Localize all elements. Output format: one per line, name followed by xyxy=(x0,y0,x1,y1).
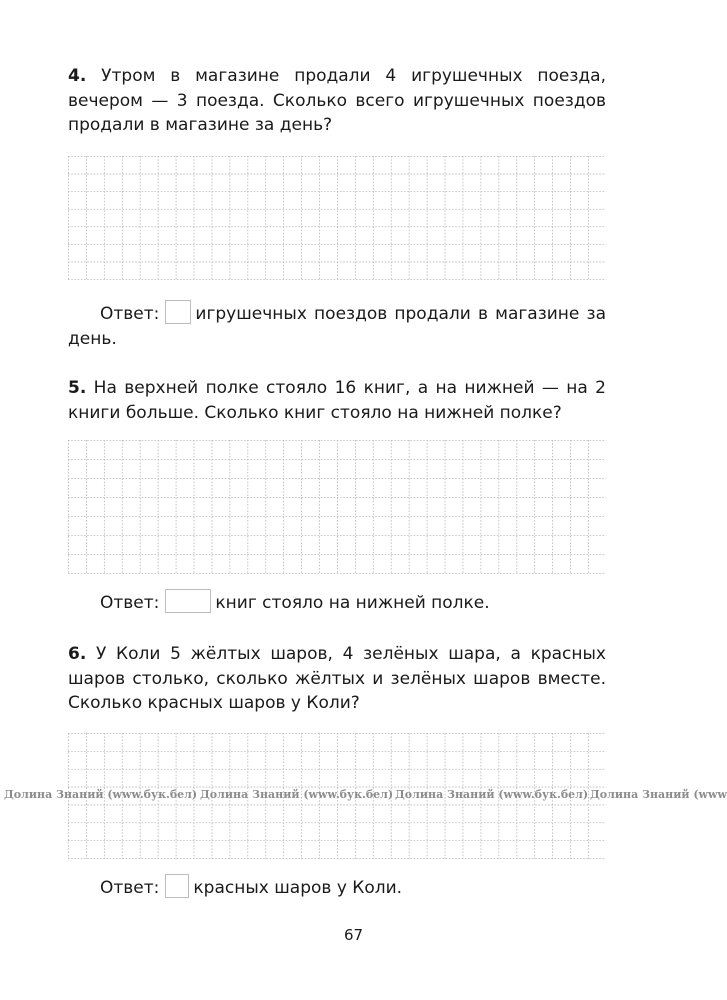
task-4-text: Утром в магазине продали 4 игрушечных поезда, вечером — 3 поезда. Сколько всего игрушечных поездов продали в магазине за день? xyxy=(68,66,606,135)
task-4-statement xyxy=(68,64,606,138)
watermark-text: Долина Знаний (www.бук.бел) xyxy=(395,788,589,801)
task-6-number: 6. xyxy=(68,644,87,664)
watermark-text: Долина Знаний (www.бук.бел) xyxy=(4,788,198,801)
watermark-band xyxy=(0,786,727,804)
task-5-answer-label: Ответ: xyxy=(100,593,160,613)
task-5-answer xyxy=(68,589,606,616)
task-5-text: На верхней полке стояло 16 книг, а на нижней — на 2 книги больше. Сколько книг стояло на нижней полке? xyxy=(68,378,606,423)
task-6-answer-text: красных шаров у Коли. xyxy=(193,878,403,898)
task-5-answer-text: книг стояло на нижней полке. xyxy=(215,593,490,613)
task-4-answer-text: игрушечных поездов продали в магазине за день. xyxy=(68,304,606,349)
task-4-number: 4. xyxy=(68,66,87,86)
task-4-answer xyxy=(68,300,606,351)
task-5-number: 5. xyxy=(68,378,87,398)
watermark-text: Долина Знаний (www xyxy=(590,788,727,801)
task-6-statement xyxy=(68,642,606,716)
task-6-answer-label: Ответ: xyxy=(100,878,160,898)
task-6-text: У Коли 5 жёлтых шаров, 4 зелёных шара, а красных шаров столько, сколько жёлтых и зелёных шаров вместе. Сколько красных шаров у Коли? xyxy=(68,644,606,713)
task-4-work-grid[interactable] xyxy=(68,156,606,280)
task-5-answer-box[interactable] xyxy=(165,589,211,613)
task-6-answer xyxy=(68,874,606,901)
task-6-answer-box[interactable] xyxy=(165,874,189,898)
page-number: 67 xyxy=(343,926,364,944)
task-4-answer-label: Ответ: xyxy=(100,304,160,324)
task-4-answer-box[interactable] xyxy=(165,300,191,324)
watermark-text: Долина Знаний (www.бук.бел) xyxy=(200,788,394,801)
task-5-statement xyxy=(68,376,606,425)
task-5-work-grid[interactable] xyxy=(68,440,606,574)
